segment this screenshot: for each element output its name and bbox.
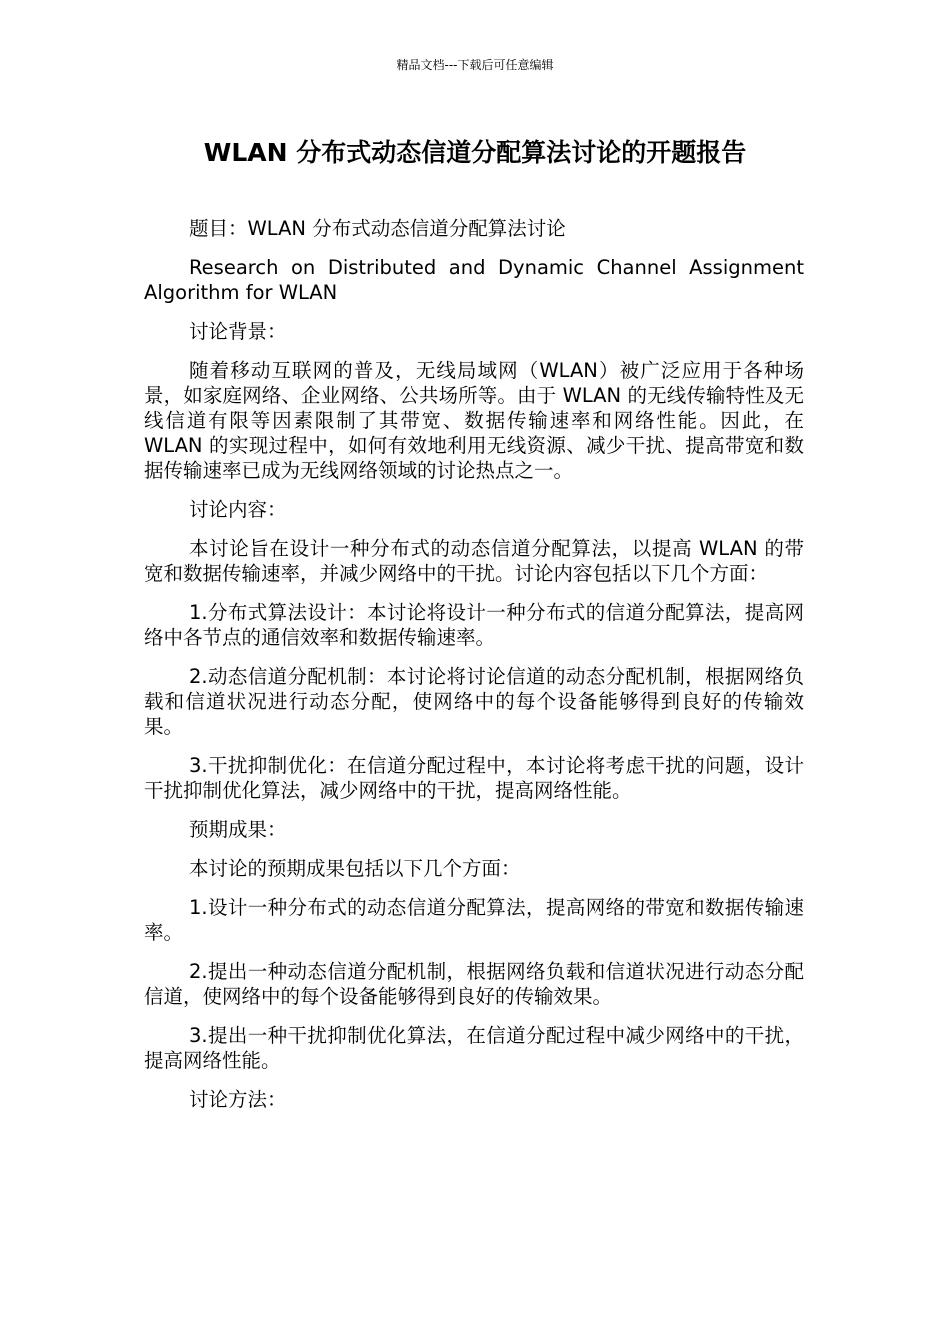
english-title: Research on Distributed and Dynamic Channel Assignment Algorithm for WLAN xyxy=(144,256,804,304)
topic-line: 题目：WLAN 分布式动态信道分配算法讨论 xyxy=(189,217,566,240)
expected-result-item-2: 2.提出一种动态信道分配机制，根据网络负载和信道状况进行动态分配信道，使网络中的每个设备能够得到良好的传输效果。 xyxy=(144,960,804,1008)
expected-result-item-1: 1.设计一种分布式的动态信道分配算法，提高网络的带宽和数据传输速率。 xyxy=(144,896,804,944)
document-title: WLAN 分布式动态信道分配算法讨论的开题报告 xyxy=(203,138,747,167)
section-heading-background: 讨论背景： xyxy=(189,320,287,343)
section-heading-expected-results: 预期成果： xyxy=(189,818,287,841)
content-item-3: 3.干扰抑制优化：在信道分配过程中，本讨论将考虑干扰的问题，设计干扰抑制优化算法，减少网络中的干扰，提高网络性能。 xyxy=(144,754,804,802)
section-heading-content: 讨论内容： xyxy=(189,498,287,521)
header-note: 精品文档---下载后可任意编辑 xyxy=(396,58,554,72)
expected-result-item-3: 3.提出一种干扰抑制优化算法，在信道分配过程中减少网络中的干扰，提高网络性能。 xyxy=(144,1024,804,1072)
content-item-1: 1.分布式算法设计：本讨论将设计一种分布式的信道分配算法，提高网络中各节点的通信效率和数据传输速率。 xyxy=(144,601,804,649)
document-body xyxy=(144,216,804,1126)
section-heading-methods: 讨论方法： xyxy=(189,1088,287,1111)
content-intro-paragraph: 本讨论旨在设计一种分布式的动态信道分配算法，以提高 WLAN 的带宽和数据传输速率，并减少网络中的干扰。讨论内容包括以下几个方面： xyxy=(144,537,804,585)
background-paragraph: 随着移动互联网的普及，无线局域网（WLAN）被广泛应用于各种场景，如家庭网络、企业网络、公共场所等。由于 WLAN 的无线传输特性及无线信道有限等因素限制了其带宽、数据传输速率和网络性能。因此，在 WLAN 的实现过程中，如何有效地利用无线资源、减少干扰、提高带宽和数据传输速率已成为无线网络领域的讨论热点之一。 xyxy=(144,359,804,482)
expected-results-intro: 本讨论的预期成果包括以下几个方面： xyxy=(189,857,521,880)
content-item-2: 2.动态信道分配机制：本讨论将讨论信道的动态分配机制，根据网络负载和信道状况进行动态分配，使网络中的每个设备能够得到良好的传输效果。 xyxy=(144,665,804,738)
